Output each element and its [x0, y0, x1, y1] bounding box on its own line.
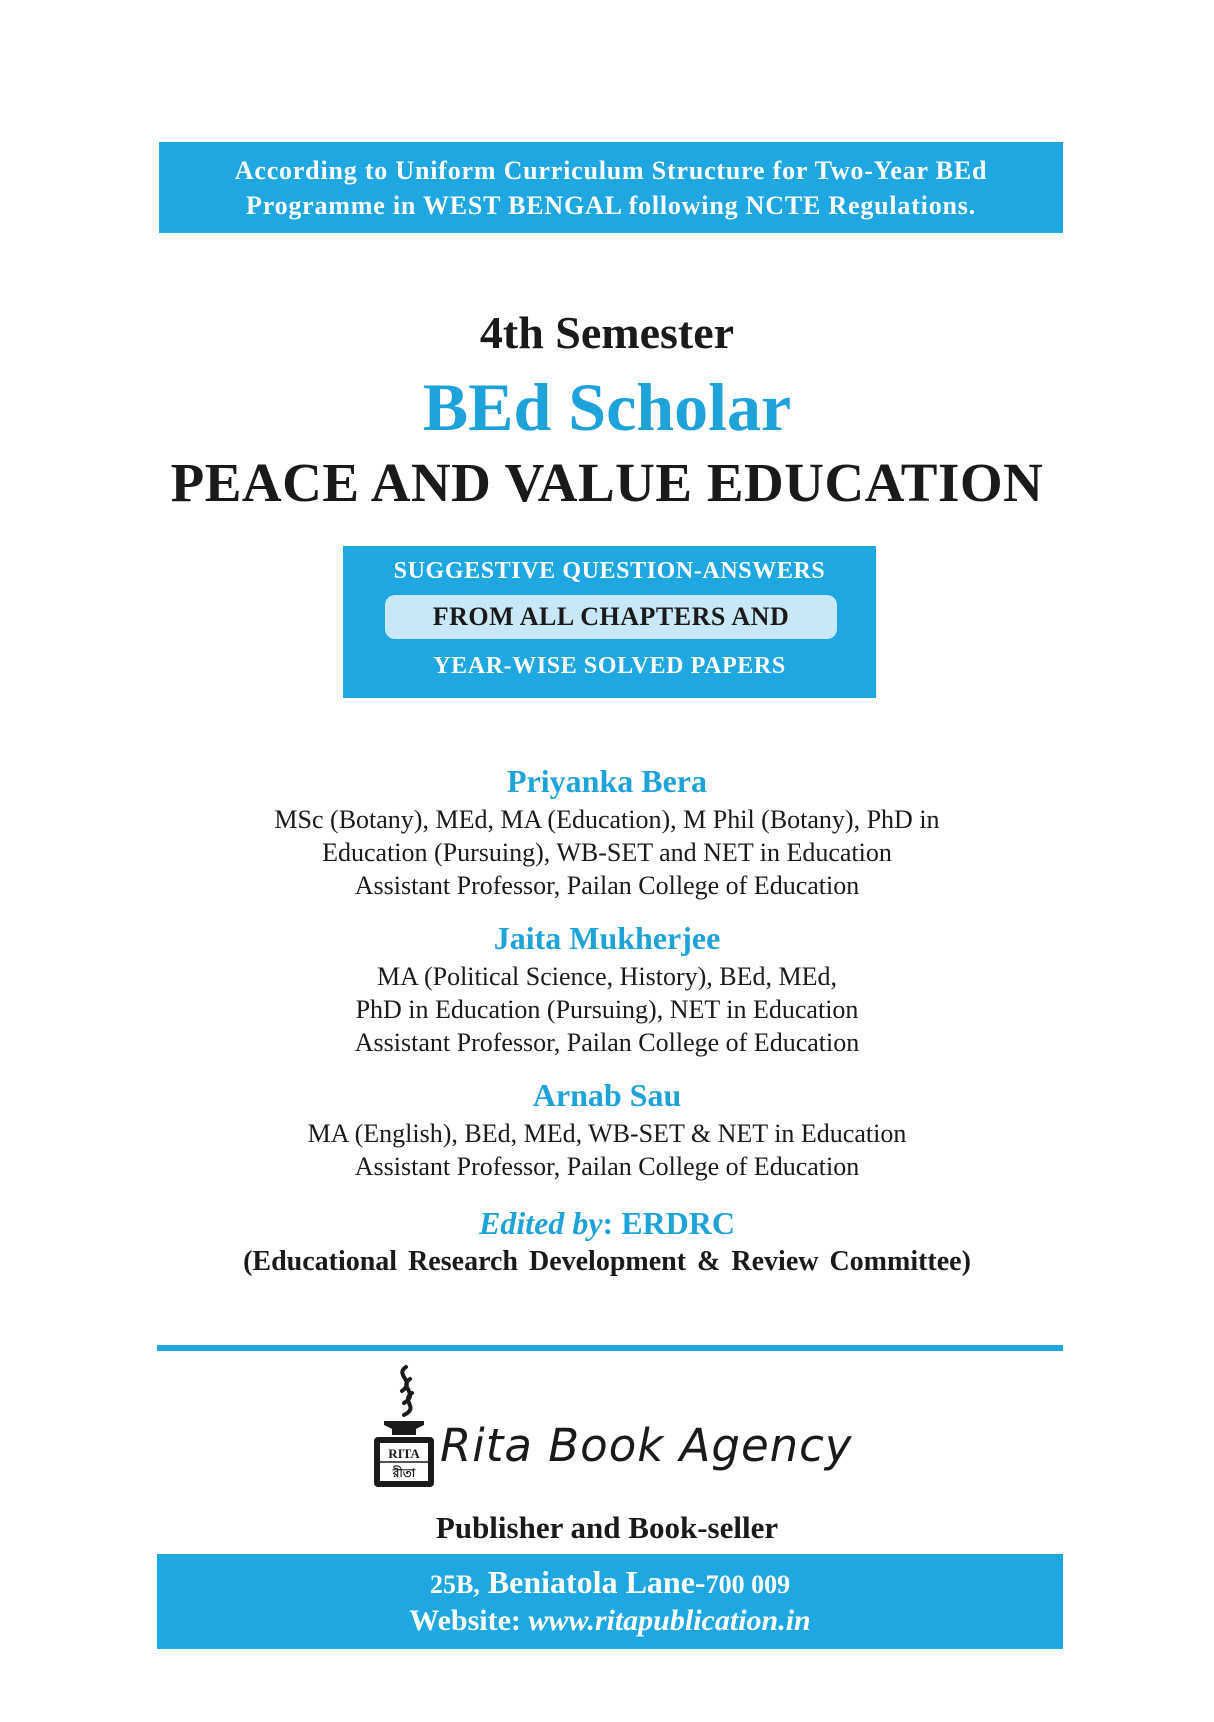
qa-box-line2: FROM ALL CHAPTERS AND [432, 602, 790, 631]
editor-colon: : [602, 1205, 614, 1241]
author-affiliation: Assistant Professor, Pailan College of Education [354, 871, 860, 900]
editor-label: Edited by [479, 1205, 603, 1241]
author-credential: MA (Political Science, History), BEd, MEd, [376, 962, 837, 991]
curriculum-banner-line1: According to Uniform Curriculum Structure for Two-Year BEd [234, 155, 988, 185]
editor-committee: (Educational Research Development & Review Committee) [243, 1246, 971, 1277]
divider-rule [157, 1345, 1063, 1351]
address-street: Beniatola Lane- [487, 1564, 706, 1600]
qa-box-line1: SUGGESTIVE QUESTION-ANSWERS [393, 558, 826, 584]
address-pin: 700 009 [705, 1570, 791, 1599]
website-link[interactable]: www.ritapublication.in [528, 1604, 811, 1637]
author-name-1: Priyanka Bera [507, 763, 707, 799]
author-name-3: Arnab Sau [532, 1077, 682, 1113]
address-number: 25B, [429, 1570, 480, 1599]
publisher-address [157, 1562, 1063, 1605]
semester-label: 4th Semester [479, 307, 735, 358]
publisher-lamp-logo-icon [370, 1363, 438, 1491]
curriculum-banner-line2: Programme in WEST BENGAL following NCTE Regulations. [246, 190, 976, 220]
qa-box-pill [385, 595, 837, 639]
author-credential: PhD in Education (Pursuing), NET in Education [355, 995, 859, 1024]
curriculum-banner [159, 142, 1063, 233]
book-title: PEACE AND VALUE EDUCATION [170, 452, 1044, 513]
publisher-website-line [157, 1601, 1063, 1641]
editor-name: ERDRC [621, 1205, 735, 1241]
publisher-subtitle: Publisher and Book-seller [435, 1510, 779, 1545]
website-label: Website: [409, 1604, 521, 1637]
author-affiliation: Assistant Professor, Pailan College of Education [354, 1152, 860, 1181]
publisher-name: Rita Book Agency [440, 1419, 853, 1472]
series-title: BEd Scholar [422, 369, 792, 445]
logo-text-bn: রীতা [392, 1466, 416, 1480]
author-credential: Education (Pursuing), WB-SET and NET in Education [322, 838, 892, 867]
qa-box [343, 546, 876, 698]
author-affiliation: Assistant Professor, Pailan College of Education [354, 1028, 860, 1057]
qa-box-line3: YEAR-WISE SOLVED PAPERS [433, 653, 786, 679]
publisher-address-banner [157, 1554, 1063, 1649]
author-credential: MA (English), BEd, MEd, WB-SET & NET in Education [307, 1119, 907, 1148]
logo-text-en: RITA [388, 1446, 420, 1461]
author-name-2: Jaita Mukherjee [493, 920, 721, 956]
author-credential: MSc (Botany), MEd, MA (Education), M Phil (Botany), PhD in [274, 805, 940, 834]
editor-line [0, 1203, 1214, 1243]
